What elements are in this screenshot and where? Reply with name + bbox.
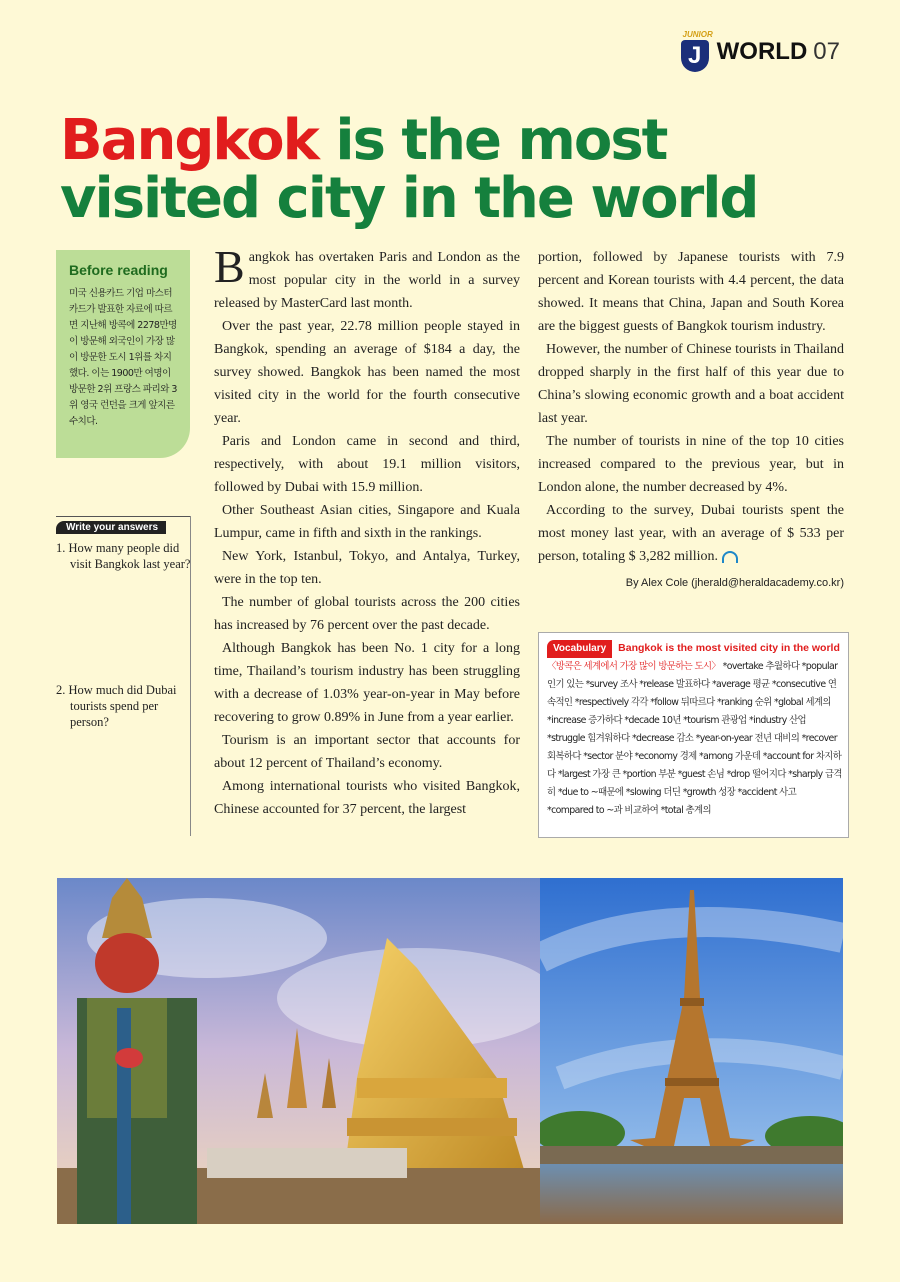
write-answers-bar — [56, 516, 190, 535]
write-answers-label: Write your answers — [56, 521, 166, 534]
before-reading-title: Before reading — [69, 262, 168, 278]
article-paragraph: Among international tourists who visited Bangkok, Chinese accounted for 37 percent, the largest — [214, 779, 520, 817]
logo-letter: J — [681, 40, 709, 72]
before-reading-sidebar — [56, 250, 190, 458]
eiffel-tower-photo — [540, 878, 843, 1224]
question-2: 2. How much did Dubai tourists spend per person? — [56, 683, 177, 729]
article-column-1 — [214, 241, 520, 821]
article-column-2 — [538, 246, 844, 595]
vocabulary-box — [538, 632, 849, 838]
article-paragraph: Tourism is an important sector that accounts for about 12 percent of Thailand’s economy. — [214, 733, 520, 771]
article-paragraph: Bangkok has overtaken Paris and London as the most popular city in the world in a survey released by MasterCard last month. — [214, 241, 520, 311]
article-paragraph: The number of tourists in nine of the top 10 cities increased compared to the previous year, but in London alone, the number decreased by 4%. — [538, 434, 844, 495]
section-name: WORLD — [716, 38, 808, 65]
vocabulary-entries: *overtake 추월하다 *popular 인기 있는 *survey 조사 *release 발표하다 *average 평균 *consecutive 연속적인 *respectively 각각 *follow 뒤따르다 *ranking 순위 *global 세계의 *increase 증가하다 *decade 10년 *tourism 관광업 *industry 산업 *struggle 힘겨워하다 *decrease 감소 *year-on-year 전년 대비의 *recover 회복하다 *sector 분야 *economy 경제 *among 가운데 *account for 차지하다 *largest 가장 큰 *portion 부분 *guest 손님 *drop 떨어지다 *sharply 급격히 *due to ~때문에 *slowing 더딘 *growth 성장 *accident 사고 *compared to ~과 비교하여 *total 총계의 — [547, 661, 842, 816]
headphones-icon[interactable] — [722, 551, 738, 563]
page-number: 07 — [813, 38, 840, 65]
headline — [60, 108, 850, 231]
question-1: 1. How many people did visit Bangkok last year? — [56, 541, 191, 571]
article-paragraph: Although Bangkok has been No. 1 city for a long time, Thailand’s tourism industry has been struggling with a decrease of 1.03% year-on-year in May before recovering to grow 0.89% in June from a year earlier. — [214, 641, 520, 725]
before-reading-text: 미국 신용카드 기업 마스터카드가 발표한 자료에 따르면 지난해 방콕에 2278만명이 방문해 외국인이 가장 많이 방문한 도시 1위를 차지했다. 이는 1900만 여명이 방문한 2위 프랑스 파리와 3위 영국 런던을 크게 앞지른 수치다. — [69, 288, 177, 427]
article-paragraph: According to the survey, Dubai tourists spent the most money last year, with an average of $ 533 per person, totaling $ 3,282 million. — [538, 503, 844, 564]
headline-rest: is the most visited city in the world — [60, 108, 758, 231]
drop-cap: B — [214, 241, 245, 292]
article-paragraph: Paris and London came in second and third, respectively, with about 19.1 million visitors, followed by Dubai with 15.9 million. — [214, 434, 520, 495]
byline: By Alex Cole (jherald@heraldacademy.co.kr) — [625, 577, 844, 589]
article-paragraph: Other Southeast Asian cities, Singapore and Kuala Lumpur, came in fifth and sixth in the rankings. — [214, 503, 520, 541]
logo-top-text: JUNIOR — [682, 30, 713, 39]
bangkok-temple-photo — [57, 878, 540, 1224]
vocabulary-subtitle: 〈방콕은 세계에서 가장 많이 방문하는 도시〉 — [547, 661, 721, 672]
article-paragraph: However, the number of Chinese tourists in Thailand dropped sharply in the first half of this year due to China’s slowing economic growth and a boat accident last year. — [538, 342, 844, 426]
article-paragraph: New York, Istanbul, Tokyo, and Antalya, Turkey, were in the top ten. — [214, 549, 520, 587]
vocabulary-title: Bangkok is the most visited city in the world — [618, 642, 840, 654]
junior-logo — [681, 30, 711, 74]
article-paragraph: portion, followed by Japanese tourists with 7.9 percent and Korean tourists with 4.4 percent, the data showed. It means that China, Japan and South Korea are the biggest guests of Bangkok tourism industry. — [538, 250, 844, 334]
vocabulary-label: Vocabulary — [547, 640, 612, 658]
before-reading-box — [56, 250, 190, 458]
article-paragraph: Over the past year, 22.78 million people stayed in Bangkok, spending an average of $184 a day, the survey showed. Bangkok has been named the most visited city in the world for the fourth consecutive year. — [214, 319, 520, 426]
article-paragraph: The number of global tourists across the 200 cities has increased by 76 percent over the past decade. — [214, 595, 520, 633]
page-header — [681, 30, 840, 74]
headline-highlight: Bangkok — [60, 108, 318, 173]
